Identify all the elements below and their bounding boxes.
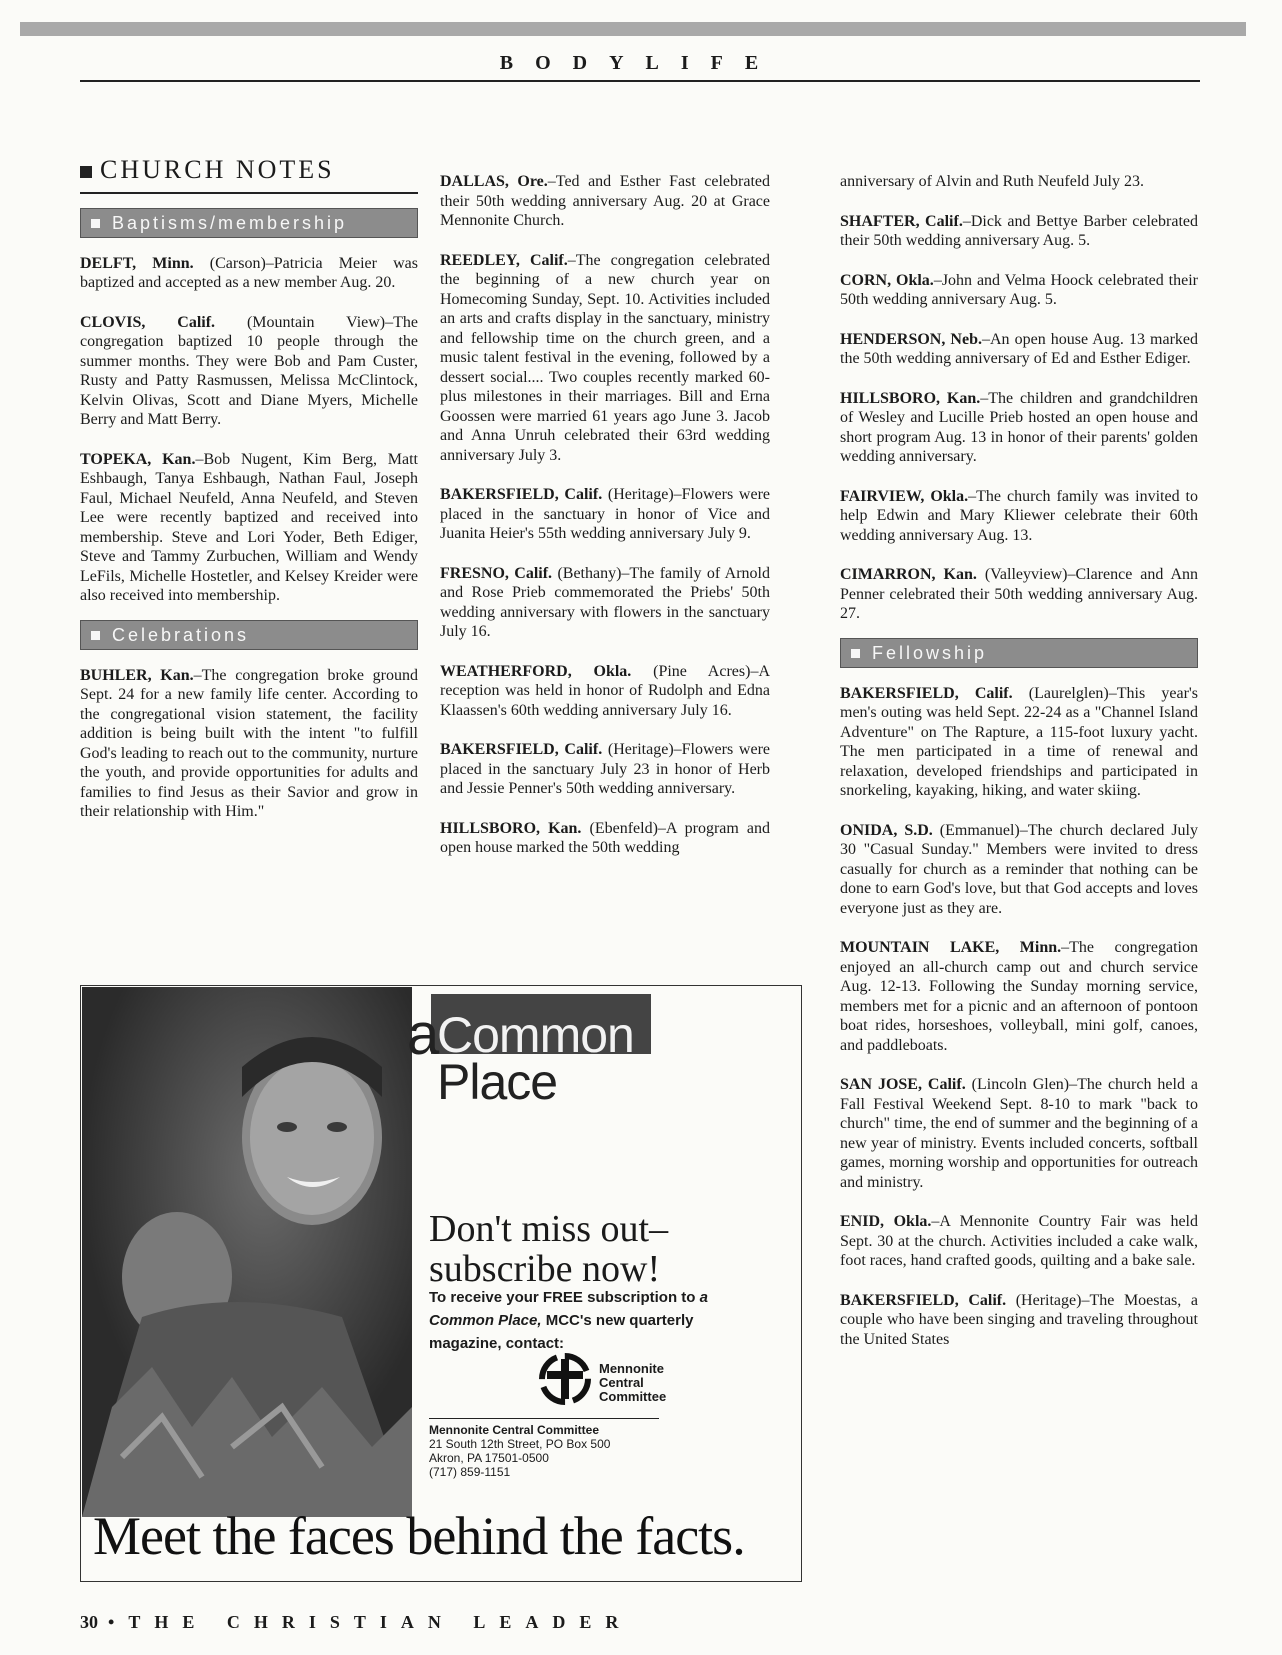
item-text: –The congregation celebrated the beginning of a new church year on Homecoming Sunday, Sept. 10. Activities included an arts and crafts display in the sanctuary, ministry and fellowship time on the church green, and a music talent festival in the evening, followed by a dessert social.... Two couples recently marked 60-plus milestones in their marriages. Bill and Erna Goossen were married 61 years ago June 3. Jacob and Anna Unruh celebrated their 63rd wedding anniversary July 3. bbox=[440, 251, 771, 464]
news-item bbox=[440, 819, 770, 858]
news-item bbox=[80, 254, 418, 293]
church-notes-title-text: CHURCH NOTES bbox=[100, 155, 335, 184]
dateline: WEATHERFORD, Okla. bbox=[440, 662, 632, 680]
footer-bullet: • bbox=[108, 1612, 115, 1632]
ad-photo bbox=[82, 987, 412, 1517]
ad-body bbox=[429, 1286, 729, 1355]
item-text: –Dick and Bettye Barber celebrated their 50th wedding anniversary Aug. 5. bbox=[840, 212, 1198, 249]
ad-tagline: Meet the faces behind the facts. bbox=[93, 1506, 745, 1566]
subhead-text: Celebrations bbox=[112, 624, 250, 645]
item-text: –Ted and Esther Fast celebrated their 50th wedding anniversary Aug. 20 at Grace Mennonite Church. bbox=[440, 173, 771, 229]
dateline: DELFT, Minn. bbox=[80, 254, 194, 272]
news-item bbox=[840, 1291, 1198, 1350]
page-footer bbox=[80, 1612, 632, 1633]
dateline: REEDLEY, Calif. bbox=[440, 251, 568, 269]
dateline: CLOVIS, Calif. bbox=[80, 313, 216, 331]
dateline: ONIDA, S.D. bbox=[840, 821, 933, 839]
column-3 bbox=[840, 172, 1198, 1349]
item-text: (Emmanuel)–The church declared July 30 "Casual Sunday." Members were invited to dress casually for church as a reminder that nothing can be done to earn God's love, but that God accepts and loves everyone just as they are. bbox=[840, 821, 1198, 917]
dateline: BAKERSFIELD, Calif. bbox=[440, 741, 603, 758]
item-text: (Lincoln Glen)–The church held a Fall Festival Weekend Sept. 8-10 to mark "back to church" time, the end of summer and the beginning of a new year of ministry. Events included concerts, softball games, morning worship and opportunities for outreach and ministry. bbox=[840, 1076, 1199, 1191]
ad-headline-line-2: subscribe now! bbox=[429, 1248, 661, 1290]
ad-body-post: MCC's new quarterly magazine, contact: bbox=[429, 1312, 694, 1352]
ad-address bbox=[429, 1418, 659, 1479]
item-text: –The church family was invited to help Edwin and Mary Kliewer celebrate their 60th wedding anniversary Aug. 13. bbox=[840, 487, 1198, 544]
top-gray-bar bbox=[20, 22, 1246, 36]
square-bullet-icon bbox=[80, 166, 92, 178]
news-item bbox=[840, 1075, 1198, 1192]
dateline: SAN JOSE, Calif. bbox=[840, 1076, 966, 1093]
item-text: (Heritage)–Flowers were placed in the sanctuary in honor of Vice and Juanita Heier's 55th wedding anniversary July 9. bbox=[440, 486, 770, 542]
address-line: 21 South 12th Street, PO Box 500 bbox=[429, 1437, 611, 1451]
news-item bbox=[440, 740, 770, 799]
dateline: CORN, Okla. bbox=[840, 271, 934, 289]
address-name: Mennonite Central Committee bbox=[429, 1423, 600, 1437]
news-item bbox=[440, 172, 770, 231]
item-text: –The congregation broke ground Sept. 24 for a new family life center. According to the congregational vision statement, the facility addition is being built with the intent "to fulfill God's leading to reach out to the community, nurture the youth, and provide opportunities for adults and families to find Jesus as their Savior and grow in their relationship with Him." bbox=[80, 666, 419, 820]
news-item bbox=[80, 666, 418, 822]
item-text: –Bob Nugent, Kim Berg, Matt Eshbaugh, Tanya Eshbaugh, Nathan Faul, Joseph Faul, Michael Neufeld, Anna Neufeld, and Steven Lee were recently baptized and received into membership. Steve and Lori Yoder, Beth Ediger, Steve and Tammy Zurbuchen, William and Wendy LeFils, Michelle Hostetler, and Kelsey Kreider were also received into membership. bbox=[80, 450, 419, 604]
section-header: BODYLIFE bbox=[499, 52, 781, 74]
subhead-baptisms bbox=[80, 208, 418, 238]
item-text: (Valleyview)–Clarence and Ann Penner celebrated their 50th wedding anniversary Aug. 27. bbox=[840, 566, 1198, 622]
subhead-text: Baptisms/membership bbox=[112, 212, 348, 233]
square-bullet-icon bbox=[91, 631, 100, 640]
news-item bbox=[840, 271, 1198, 310]
dateline: ENID, Okla. bbox=[840, 1213, 932, 1230]
square-bullet-icon bbox=[91, 219, 100, 228]
address-line: Akron, PA 17501-0500 bbox=[429, 1451, 549, 1465]
dateline: SHAFTER, Calif. bbox=[840, 212, 963, 230]
mcc-name-line: Mennonite bbox=[599, 1361, 664, 1376]
news-item bbox=[840, 684, 1198, 801]
photo-image-icon bbox=[82, 987, 412, 1517]
news-item bbox=[840, 565, 1198, 624]
item-text: (Bethany)–The family of Arnold and Rose Prieb commemorated the Priebs' 50th wedding anniversary with flowers in the sanctuary July 16. bbox=[440, 564, 771, 640]
ad-body-title: a Common Place, bbox=[429, 1289, 708, 1329]
dateline: HILLSBORO, Kan. bbox=[440, 819, 582, 837]
news-item bbox=[440, 564, 770, 642]
item-text: anniversary of Alvin and Ruth Neufeld July 23. bbox=[840, 173, 1144, 190]
news-item bbox=[80, 313, 418, 430]
ad-headline bbox=[429, 1209, 729, 1289]
dateline: BAKERSFIELD, Calif. bbox=[440, 486, 603, 503]
dateline: BUHLER, Kan. bbox=[80, 666, 194, 684]
dateline: TOPEKA, Kan. bbox=[80, 450, 196, 468]
news-item bbox=[440, 662, 770, 721]
subhead-celebrations bbox=[80, 620, 418, 650]
church-notes-title bbox=[80, 155, 418, 194]
item-text: –The children and grandchildren of Wesley and Lucille Prieb hosted an open house and short program Aug. 13 in honor of their parents' golden wedding anniversary. bbox=[840, 389, 1198, 465]
subhead-text: Fellowship bbox=[872, 642, 988, 663]
logo-letter-a: a bbox=[407, 1002, 440, 1067]
news-item bbox=[840, 938, 1198, 1055]
logo-place: Place bbox=[437, 1054, 558, 1110]
item-text: (Heritage)–Flowers were placed in the sanctuary July 23 in honor of Herb and Jessie Penner's 50th wedding anniversary. bbox=[440, 741, 770, 797]
news-item bbox=[440, 251, 770, 466]
mcc-name-line: Central bbox=[599, 1375, 644, 1390]
news-item bbox=[840, 821, 1198, 919]
item-text: (Laurelglen)–This year's men's outing was held Sept. 22-24 as a "Channel Island Adventure" on The Rapture, a 115-foot luxury yacht. The men participated in a time of renewal and relaxation, developed friendships and participated in snorkeling, kayaking, hiking, and water skiing. bbox=[840, 684, 1199, 799]
dateline: MOUNTAIN LAKE, Minn. bbox=[840, 939, 1062, 956]
dateline: HENDERSON, Neb. bbox=[840, 330, 982, 348]
dateline: CIMARRON, Kan. bbox=[840, 566, 977, 583]
dateline: FAIRVIEW, Okla. bbox=[840, 487, 969, 505]
news-item bbox=[840, 212, 1198, 251]
news-item bbox=[840, 330, 1198, 369]
news-item bbox=[840, 389, 1198, 467]
dateline: DALLAS, Ore. bbox=[440, 173, 548, 190]
item-text: (Ebenfeld)–A program and open house marked the 50th wedding bbox=[440, 819, 770, 856]
mcc-name-line: Committee bbox=[599, 1389, 667, 1404]
logo-common: Common bbox=[437, 1007, 634, 1063]
item-text: (Mountain View)–The congregation baptized 10 people through the summer months. They were Bob and Pam Custer, Rusty and Patty Rasmussen, Melissa McClintock, Kelvin Olivas, Scott and Diane Myers, Michelle Berry and Matt Berry. bbox=[80, 313, 418, 428]
item-text: –A Mennonite Country Fair was held Sept. 30 at the church. Activities included a cake walk, foot races, hand crafted goods, quilting and a bake sale. bbox=[840, 1213, 1198, 1269]
news-item bbox=[440, 485, 770, 544]
mcc-logo-icon bbox=[539, 1353, 591, 1405]
header-rule bbox=[80, 80, 1200, 82]
news-item bbox=[840, 1212, 1198, 1271]
ad-headline-line-1: Don't miss out– bbox=[429, 1208, 669, 1250]
item-text: –The congregation enjoyed an all-church camp out and church service Aug. 12-13. Following the Sunday morning service, members met for a picnic and an afternoon of pontoon boat rides, horseshoes, volleyball, mini golf, canoes, and paddleboats. bbox=[840, 939, 1198, 1054]
item-text: (Heritage)–The Moestas, a couple who have been singing and traveling throughout the United States bbox=[840, 1291, 1198, 1348]
advertisement bbox=[80, 985, 802, 1582]
news-item bbox=[80, 450, 418, 606]
item-text: –An open house Aug. 13 marked the 50th wedding anniversary of Ed and Esther Ediger. bbox=[840, 330, 1198, 367]
dateline: FRESNO, Calif. bbox=[440, 564, 553, 582]
page-number: 30 bbox=[80, 1612, 98, 1632]
item-text: –John and Velma Hoock celebrated their 50th wedding anniversary Aug. 5. bbox=[840, 271, 1198, 308]
publication-name: THE CHRISTIAN LEADER bbox=[128, 1612, 633, 1632]
item-text: (Carson)–Patricia Meier was baptized and accepted as a new member Aug. 20. bbox=[80, 254, 418, 291]
dateline: HILLSBORO, Kan. bbox=[840, 389, 981, 407]
square-bullet-icon bbox=[851, 649, 860, 658]
dateline: BAKERSFIELD, Calif. bbox=[840, 1291, 1007, 1309]
news-item bbox=[840, 487, 1198, 546]
ad-body-pre: To receive your FREE subscription to bbox=[429, 1289, 700, 1306]
column-2 bbox=[440, 172, 770, 858]
dateline: BAKERSFIELD, Calif. bbox=[840, 684, 1013, 702]
news-item bbox=[840, 172, 1198, 192]
subhead-fellowship bbox=[840, 638, 1198, 668]
item-text: (Pine Acres)–A reception was held in honor of Rudolph and Edna Klaassen's 60th wedding anniversary July 16. bbox=[440, 662, 771, 719]
column-1 bbox=[80, 155, 419, 822]
mcc-name bbox=[599, 1362, 666, 1404]
address-phone: (717) 859-1151 bbox=[429, 1465, 511, 1479]
